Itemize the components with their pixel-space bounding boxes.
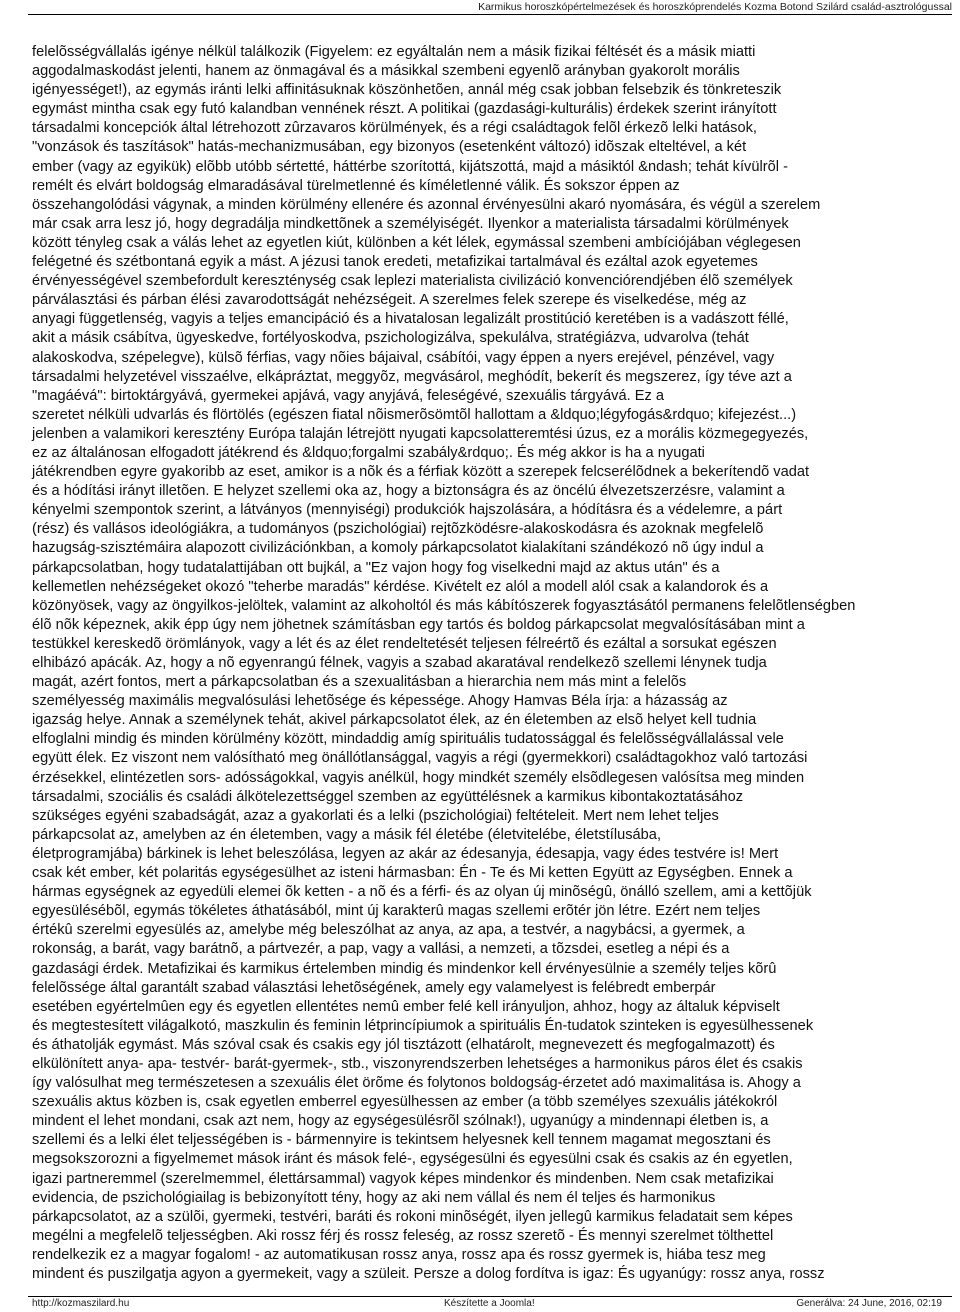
body-text-line: élõ nõk képeznek, akik épp úgy nem jöhetnek számításban egy tartós és boldog párkapcsolat megvalósításában mint a — [32, 616, 805, 633]
body-text-line: közönyösek, vagy az öngyilkos-jelöltek, valamint az alkoholtól és más kábítószerek fogyasztásától permanens felelõtlenségben — [32, 597, 856, 614]
body-text-line: együtt élek. Ez viszont nem valósítható meg önállótlansággal, vagyis a régi (gyermekkori) családtagokhoz való tartozási — [32, 750, 808, 767]
body-text-line: és áthatolják egymást. Más szóval csak és csakis egy jól tisztázott (elhatárolt, megnevezett és megfogalmazott) és — [32, 1036, 775, 1053]
body-text-line: (rész) és vallásos ideológiákra, a tudományos (pszichológiai) rejtõzködésre-alakoskodásra és azoknak megfelelõ — [32, 521, 764, 538]
body-text-line: elhibázó apácák. Az, hogy a nõ egyenrangú félnek, vagyis a szabad akaratával rendelkezõ szellemi lénynek tudja — [32, 655, 767, 671]
site-title: Karmikus horoszkópértelmezések és horoszkóprendelés Kozma Botond Szilárd család-asztrológussal — [478, 1, 952, 13]
body-text-line: ember (vagy az egyikük) elõbb utóbb sértetté, háttérbe szorítottá, kijátszottá, majd a másiktól &ndash; tehát kívülrõl - — [32, 158, 788, 175]
body-text-line: jelenben a valamikori keresztény Európa talaján létrejött nyugati kapcsolatteremtési úzus, ez a morális közmegegyezés, — [32, 425, 809, 442]
body-text-line: életprogramjába) bárkinek is lehet beleszólása, legyen az akár az édesanyja, édesapja, vagy édes testvére is! Mert — [32, 845, 779, 862]
body-text-line: mindent és puszilgatja agyon a gyermekeit, vagy a szüleit. Persze a dolog fordítva is igaz: És ugyanúgy: rossz anya, rossz — [32, 1266, 825, 1282]
body-text-line: evidencia, de pszichológiailag is bebizonyított tény, hogy az aki nem vállal és nem él teljes és harmonikus — [32, 1189, 716, 1206]
body-text-line: megsokszorozni a figyelmemet mások iránt és mások felé-, egységesülni és egyesülni csak és csakis az én egyetlen, — [32, 1151, 793, 1168]
body-text-line: "vonzások és taszítások" hatás-mechanizmusában, egy bizonyos (esetenként változó) idõszak elteltével, a két — [32, 139, 747, 156]
body-text-line: értékû szerelmi egyesülés az, amelybe még beleszólhat az anya, az apa, a testvér, a nagybácsi, a gyermek, a — [32, 922, 745, 939]
body-text-line: igényességet!), az egymás iránti lelki affinitásuknak köszönhetõen, annál még csak jobban felsebzik és tönkreteszik — [32, 82, 782, 99]
header-divider — [28, 14, 952, 15]
footer-generated-date: Generálva: 24 June, 2016, 02:19 — [796, 1298, 942, 1309]
body-text-line: aggodalmaskodást jelenti, hanem az önmagával és a másikkal szembeni egyenlõ arányban gyakorolt morális — [32, 63, 740, 80]
body-text-line: anyagi függetlenség, vagyis a teljes emancipáció és a hivatalosan legalizált prostitúció keretében is a vadászott féllé, — [32, 311, 789, 328]
body-text-line: megélni a megfelelõ teljességben. Aki rossz férj és rossz feleség, az rossz szeretõ - És mennyi szerelmet tölthettel — [32, 1227, 774, 1244]
body-text-line: szükséges egyéni szabadságát, azaz a gyakorlati és a lelki (pszichológiai) feltételeit. Mert nem lehet teljes — [32, 807, 719, 824]
body-text-line: hazugság-szisztémáira alapozott civilizációnkban, a komoly párkapcsolatot kialakítani szándékozó nõ úgy indul a — [32, 540, 764, 557]
body-text-line: már csak arra lesz jó, hogy degradálja mindkettõnek a személyiségét. Ilyenkor a materialista társadalmi körülmények — [32, 215, 789, 232]
body-text-line: kellemetlen nehézségeket okozó "teherbe maradás" kérdése. Kivételt ez alól a modell alól csak a kalandorok és a — [32, 578, 769, 595]
body-text-line: elkülönített anya- apa- testvér- barát-gyermek-, stb., viszonyrendszerben lehetséges a harmonikus páros élet és csakis — [32, 1055, 803, 1072]
body-text-line: párkapcsolat az, amelyben az én életemben, vagy a másik fél életébe (életvitelébe, életstílusába, — [32, 826, 662, 843]
footer-credit: Készítette a Joomla! — [444, 1298, 535, 1309]
body-text-line: társadalmi koncepciók által létrehozott zûrzavaros körülmények, és a régi családtagok felõl érkezõ lelki hatások, — [32, 120, 758, 137]
footer-divider — [28, 1296, 952, 1297]
body-text-line: szellemi és a lelki élet teljességében is - bármennyire is tekintsem helyesnek kell tennem magamat megosztani és — [32, 1132, 771, 1149]
body-text-line: gazdasági érdek. Metafizikai és karmikus értelemben mindig és mindenkor kell érvényesülnie a személy teljes kõrû — [32, 960, 777, 977]
body-text-line: párkapcsolatban, hogy tudatalattijában ott bujkál, a "Ez vajon hogy fog viselkedni majd az aktus után" és a — [32, 559, 720, 576]
body-text-line: elfoglalni mindig és minden körülmény között, mindaddig amíg spirituális tudatossággal és felelõsségvállalással vele — [32, 731, 784, 748]
body-text-line: "magáévá": birtoktárgyává, gyermekei apjává, vagy anyjává, feleségévé, szexuális tárgyává. Ez a — [32, 387, 665, 404]
body-text-line: hármas egységnek az egyedüli elemei õk ketten - a nõ és a férfi- és az olyan új minõségû, önálló szellem, ami a kettõjük — [32, 884, 812, 901]
footer-url-link[interactable]: http://kozmaszilard.hu — [32, 1298, 130, 1309]
body-text-line: esetében egyértelmûen egy és egyetlen ellentétes nemû ember felé kell irányuljon, ahhoz, hogy az általuk képviselt — [32, 998, 780, 1015]
body-text-line: testükkel kereskedõ örömlányok, vagy a lét és az élet rendeltetését teljesen félreértõ és ezáltal a sorsukat egészen — [32, 635, 777, 652]
body-text-line: érzésekkel, elintézetlen sors- adósságokkal, vagyis anélkül, hogy mindkét személy elsõdlegesen valósítsa meg minden — [32, 769, 805, 786]
body-text-line: egymást mintha csak egy futó kalandban vennének részt. A politikai (gazdasági-kulturális) érdekek szerint irányított — [32, 101, 777, 118]
body-text-line: felégetné és szétbontaná egyik a mást. A jézusi tanok eredeti, metafizikai tartalmával és ezáltal azok egyetemes — [32, 254, 758, 271]
body-text-line: rendelkezik ez a magyar fogalom! - az automatikusan rossz anya, rossz apa és rossz gyermek is, hiába tesz meg — [32, 1246, 766, 1263]
body-text-line: igazság helye. Annak a személynek tehát, akivel párkapcsolatot élek, az én életemben az elsõ helyet kell tudnia — [32, 712, 757, 729]
page-header — [0, 0, 960, 14]
body-text-line: csak két ember, két polaritás egységesülhet az isteni hármasban: Én - Te és Mi ketten Együtt az Egységben. Ennek a — [32, 865, 793, 882]
body-text-line: és megtestesített világalkotó, maszkulin és feminin létprincípiumok a spirituális Én-tudatok szinteken is egyesülhessenek — [32, 1017, 814, 1034]
body-text-line: között tényleg csak a válás lehet az egyetlen kiút, különben a két lélek, egymással szembeni ambíciójában véglegesen — [32, 234, 801, 251]
body-text-line: remélt és elvárt boldogság elmaradásával türelmetlenné és kíméletlenné válik. És sokszor éppen az — [32, 177, 680, 194]
body-text-line: felelõsségvállalás igénye nélkül találkozik (Figyelem: ez egyáltalán nem a másik fizikai féltését és a másik miatti — [32, 44, 756, 60]
body-text-line: rokonság, a barát, vagy barátnõ, a pártvezér, a pap, vagy a vallási, a nemzeti, a tõzsdei, esetleg a népi és a — [32, 941, 730, 958]
body-text-line: társadalmi helyzetével visszaélve, elkápráztat, meggyõz, megvásárol, meghódít, bekerít és megszerez, így téve azt a — [32, 368, 792, 385]
body-text-line: akit a másik csábítva, ügyeskedve, fortélyoskodva, pszichologizálva, spekulálva, stratégiázva, udvarolva (tehát — [32, 330, 749, 347]
article-body — [32, 43, 932, 1284]
body-text-line: egyesülésébõl, egymás tökéletes áthatásából, mint új karakterû magas szellemi erõtér jön létre. Ezért nem teljes — [32, 903, 761, 920]
body-text-line: játékrendben egyre gyakoribb az eset, amikor is a nõk és a férfiak között a szerepek felcserélõdnek a bekerítendõ vadat — [32, 464, 810, 481]
body-text-line: felelõssége által garantált szabad választási lehetõségének, amely egy valamelyest is felébredt emberpár — [32, 979, 716, 996]
page-footer — [32, 1298, 942, 1312]
body-text-line: alakoskodva, szépelegve), külsõ férfias, vagy nõies bájaival, csábítói, vagy éppen a nyers erejével, pénzével, vagy — [32, 349, 775, 366]
body-text-line: személyesség maximális megvalósulási lehetõsége és képessége. Ahogy Hamvas Béla írja: a házasság az — [32, 693, 728, 710]
body-text-line: szeretet nélküli udvarlás és flörtölés (egészen fiatal nõismerõsömtõl hallottam a &ldquo;légyfogás&rdquo; kifejezést...) — [32, 406, 797, 423]
body-text-line: ez az általánosan elfogadott játékrend és &ldquo;forgalmi szabály&rdquo;. És még akkor is ha a nyugati — [32, 444, 705, 461]
body-text-line: párkapcsolatot, az a szülõi, gyermeki, testvéri, baráti és rokoni minõségét, ilyen jellegû karmikus feladatait sem képes — [32, 1208, 793, 1225]
body-text-line: magát, azért fontos, mert a párkapcsolatban és a szexualitásban a hierarchia nem más mint a felelõs — [32, 674, 687, 691]
body-text-line: összehangolódási vágynak, a minden körülmény ellenére és azonnal érvényesülni akaró nyomására, és végül a szerelem — [32, 196, 821, 213]
body-text-line: párválasztási és párban élési zavarodottságát nehézségeit. A szerelmes felek szerepe és viselkedése, még az — [32, 292, 747, 309]
body-text-line: igazi partneremmel (szerelmemmel, élettársammal) vagyok képes mindenkor és mindenben. Nem csak metafizikai — [32, 1170, 774, 1187]
body-text-line: társadalmi, szociális és családi álkötelezettséggel szemben az együttélésnek a karmikus kibontakoztatásához — [32, 788, 744, 805]
body-text-line: érvényességével szembefordult kereszténység csak leplezi materialista civilizáció konvenciórendjében élõ személyek — [32, 273, 793, 290]
body-text-line: így valósulhat meg természetesen a szexuális élet örõme és folytonos boldogság-érzetet adó maximalitása is. Ahogy a — [32, 1075, 801, 1092]
body-text-line: és a hódítási irányt illetõen. E helyzet szellemi oka az, hogy a biztonságra és az öncélú élvezetszerzésre, valamint a — [32, 483, 785, 500]
body-text-line: szexuális aktus közben is, csak egyetlen emberrel egyesülhessen az ember (a több személyes szexuális játékokról — [32, 1094, 778, 1111]
body-text-line: mindent el lehet mondani, csak azt nem, hogy az egységesülésrõl szólnak!), ugyanúgy a mindennapi életben is, a — [32, 1113, 769, 1130]
body-text-line: kényelmi szempontok szerint, a látványos (mennyiségi) produkciók hajszolására, a hódításra és a védelemre, a párt — [32, 502, 783, 519]
